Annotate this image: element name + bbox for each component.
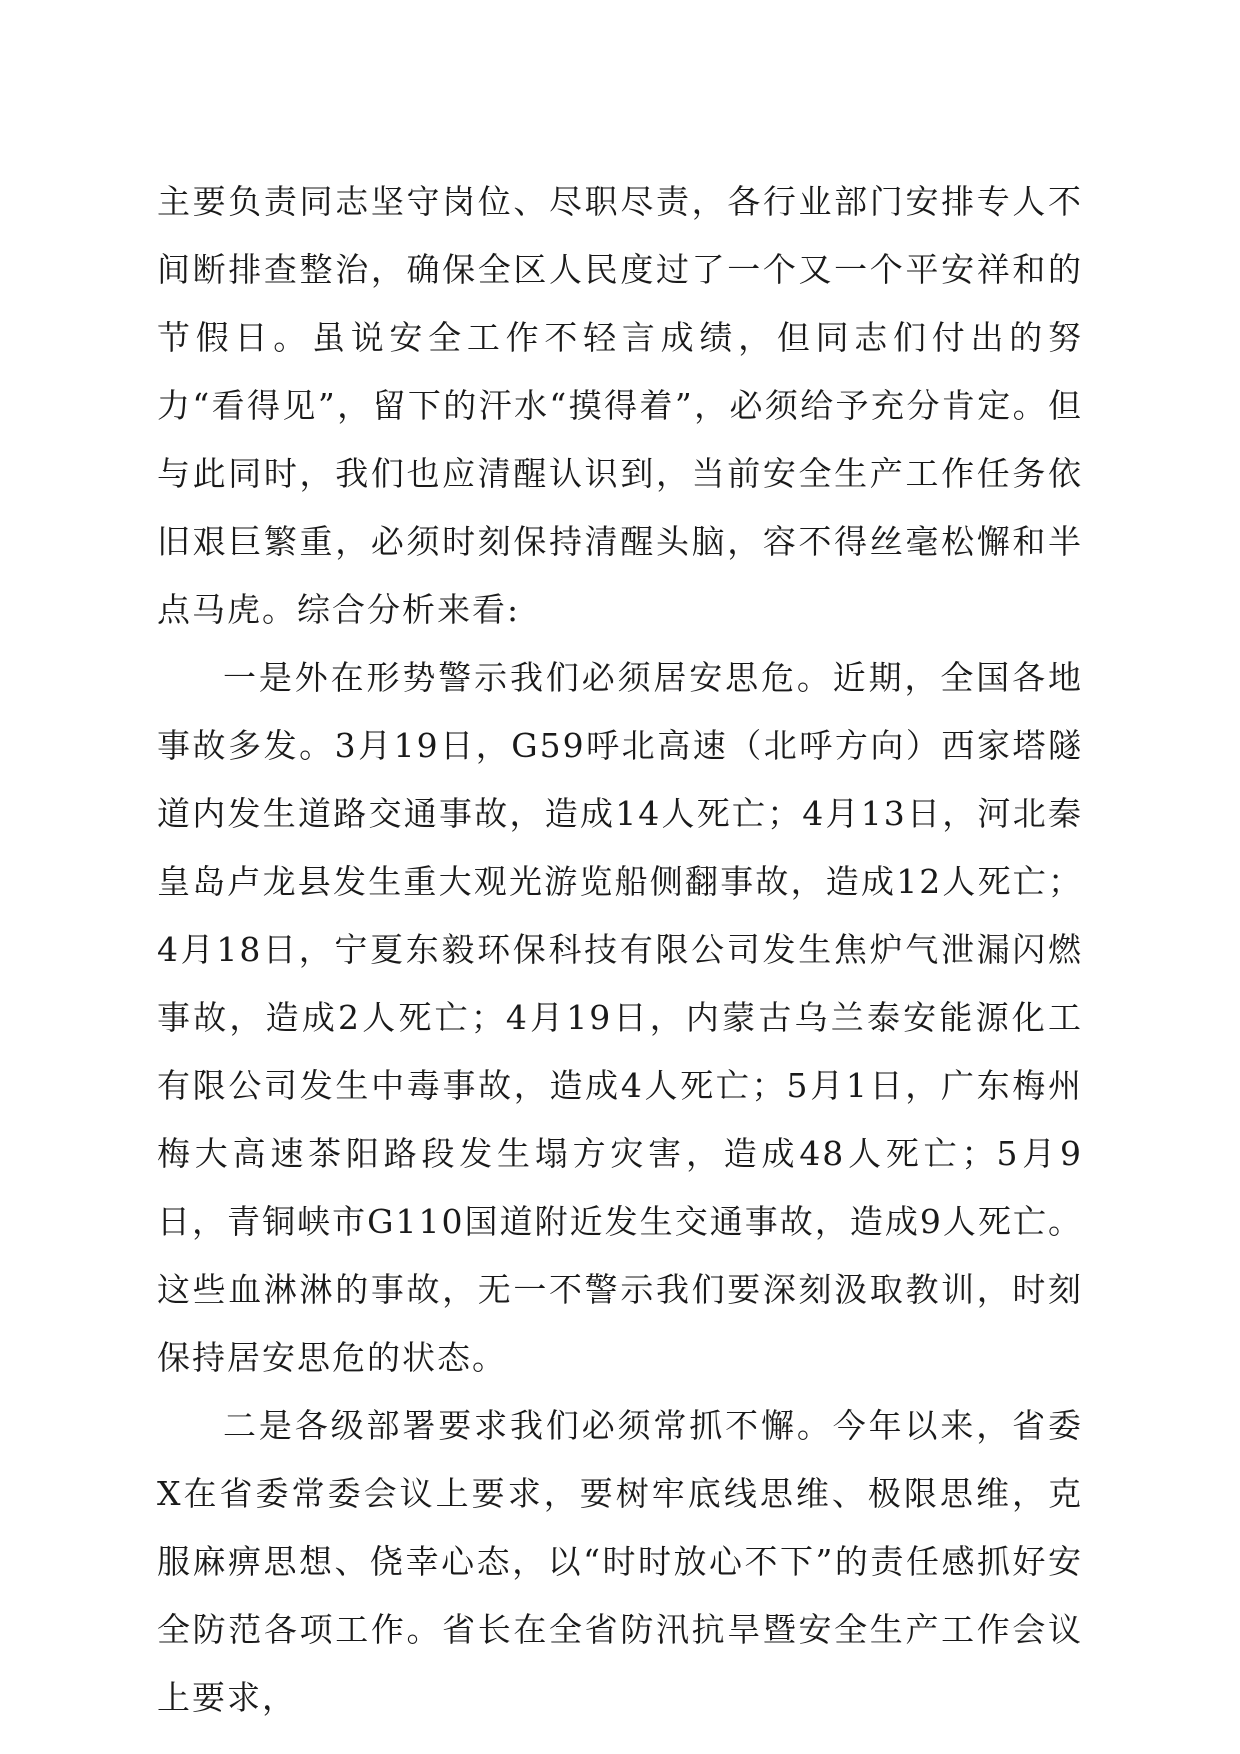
paragraph-deployment-requirements: 二是各级部署要求我们必须常抓不懈。今年以来，省委X在省委常委会议上要求，要树牢底线思维、极限思维，克服麻痹思想、侥幸心态，以“时时放心不下”的责任感抓好安全防范各项工作。省长在全省防汛抗旱暨安全生产工作会议上要求，: [157, 1406, 1083, 1717]
paragraph-continued-summary: 主要负责同志坚守岗位、尽职尽责，各行业部门安排专人不间断排查整治，确保全区人民度过了一个又一个平安祥和的节假日。虽说安全工作不轻言成绩，但同志们付出的努力“看得见”，留下的汗水“摸得着”，必须给予充分肯定。但与此同时，我们也应清醒认识到，当前安全生产工作任务依旧艰巨繁重，必须时刻保持清醒头脑，容不得丝毫松懈和半点马虎。综合分析来看:: [157, 182, 1083, 629]
paragraph-external-situation: 一是外在形势警示我们必须居安思危。近期，全国各地事故多发。3月19日，G59呼北高速（北呼方向）西家塔隧道内发生道路交通事故，造成14人死亡；4月13日，河北秦皇岛卢龙县发生重大观光游览船侧翻事故，造成12人死亡；4月18日，宁夏东毅环保科技有限公司发生焦炉气泄漏闪燃事故，造成2人死亡；4月19日，内蒙古乌兰泰安能源化工有限公司发生中毒事故，造成4人死亡；5月1日，广东梅州梅大高速茶阳路段发生塌方灾害，造成48人死亡；5月9日，青铜峡市G110国道附近发生交通事故，造成9人死亡。这些血淋淋的事故，无一不警示我们要深刻汲取教训，时刻保持居安思危的状态。: [157, 658, 1083, 1377]
body-text: [157, 168, 1083, 1732]
